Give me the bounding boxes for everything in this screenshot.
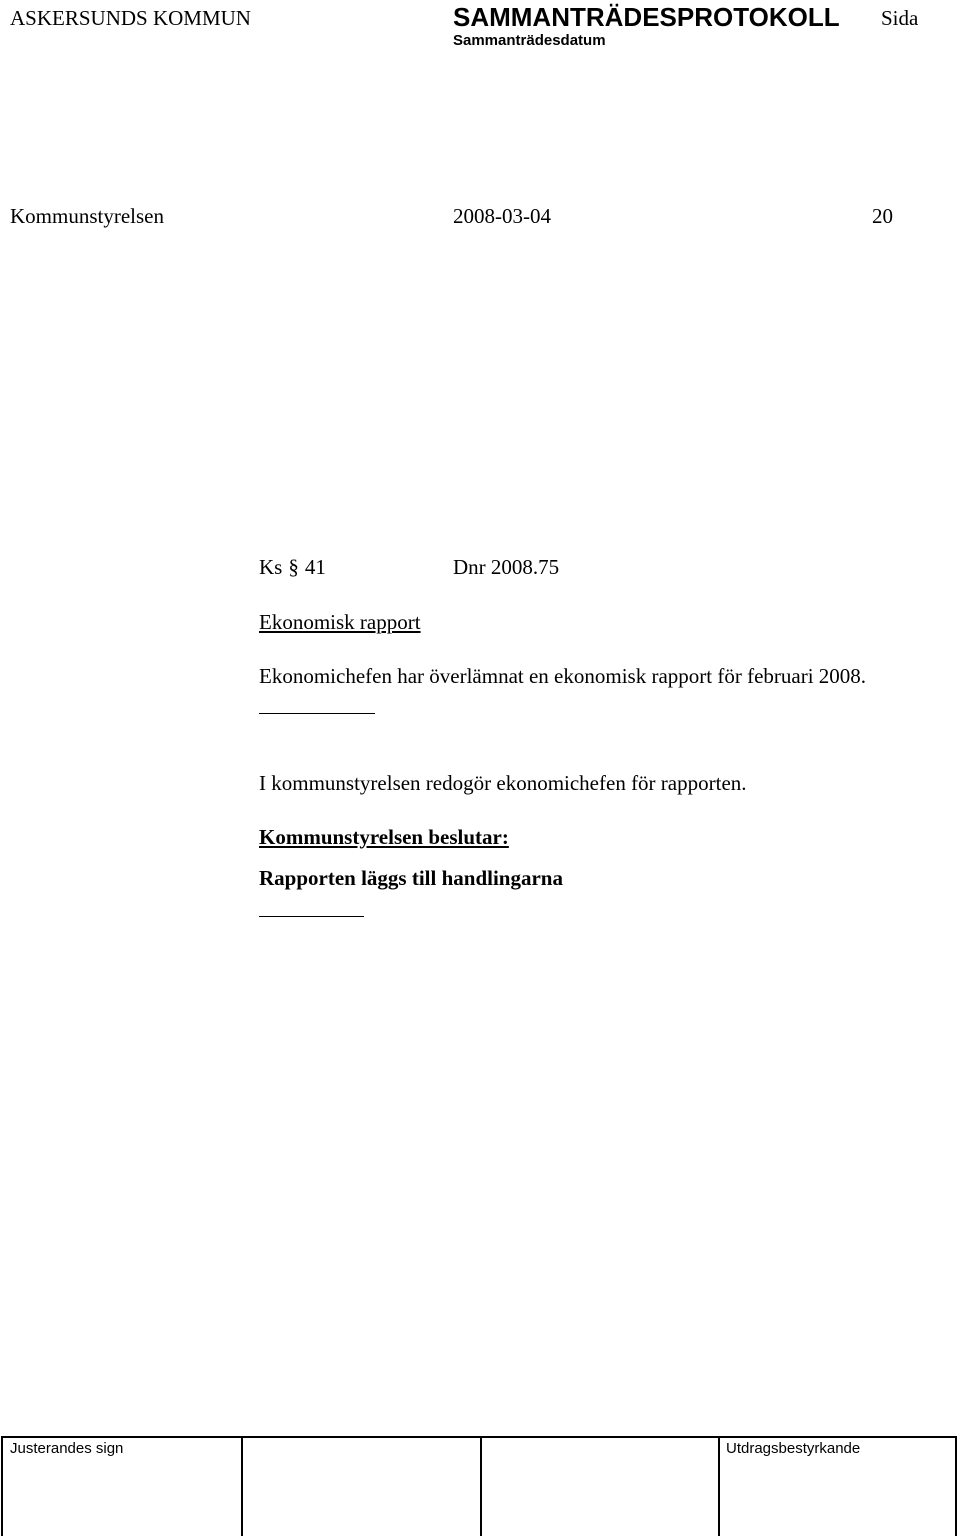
decision-label: Kommunstyrelsen beslutar: [259,825,509,849]
meeting-date: 2008-03-04 [453,204,551,228]
paragraph-reference [259,555,326,580]
separator-line [259,916,364,917]
section-symbol: § [288,555,299,579]
decision-text: Rapporten läggs till handlingarna [259,866,563,890]
signature-footer [1,1436,957,1536]
footer-divider [1,1438,3,1536]
paragraph-prefix: Ks [259,555,283,579]
board-name: Kommunstyrelsen [10,204,164,228]
item-text-1: Ekonomichefen har överlämnat en ekonomisk rapport för februari 2008. [259,664,867,688]
justerandes-sign-label: Justerandes sign [10,1440,124,1457]
organization-name: ASKERSUNDS KOMMUN [10,6,251,30]
separator-line [259,713,375,714]
meeting-date-label: Sammanträdesdatum [453,32,606,49]
page-number: 20 [872,204,893,228]
footer-divider [718,1438,720,1536]
paragraph-number: 41 [304,555,326,579]
item-text-2: I kommunstyrelsen redogör ekonomichefen för rapporten. [259,771,747,795]
diary-number: Dnr 2008.75 [453,555,560,579]
item-heading: Ekonomisk rapport [259,610,421,634]
footer-divider [480,1438,482,1536]
document-type-title: SAMMANTRÄDESPROTOKOLL [453,2,840,32]
footer-divider [955,1438,957,1536]
page-label: Sida [881,6,919,30]
utdragsbestyrkande-label: Utdragsbestyrkande [726,1440,861,1457]
footer-divider [241,1438,243,1536]
